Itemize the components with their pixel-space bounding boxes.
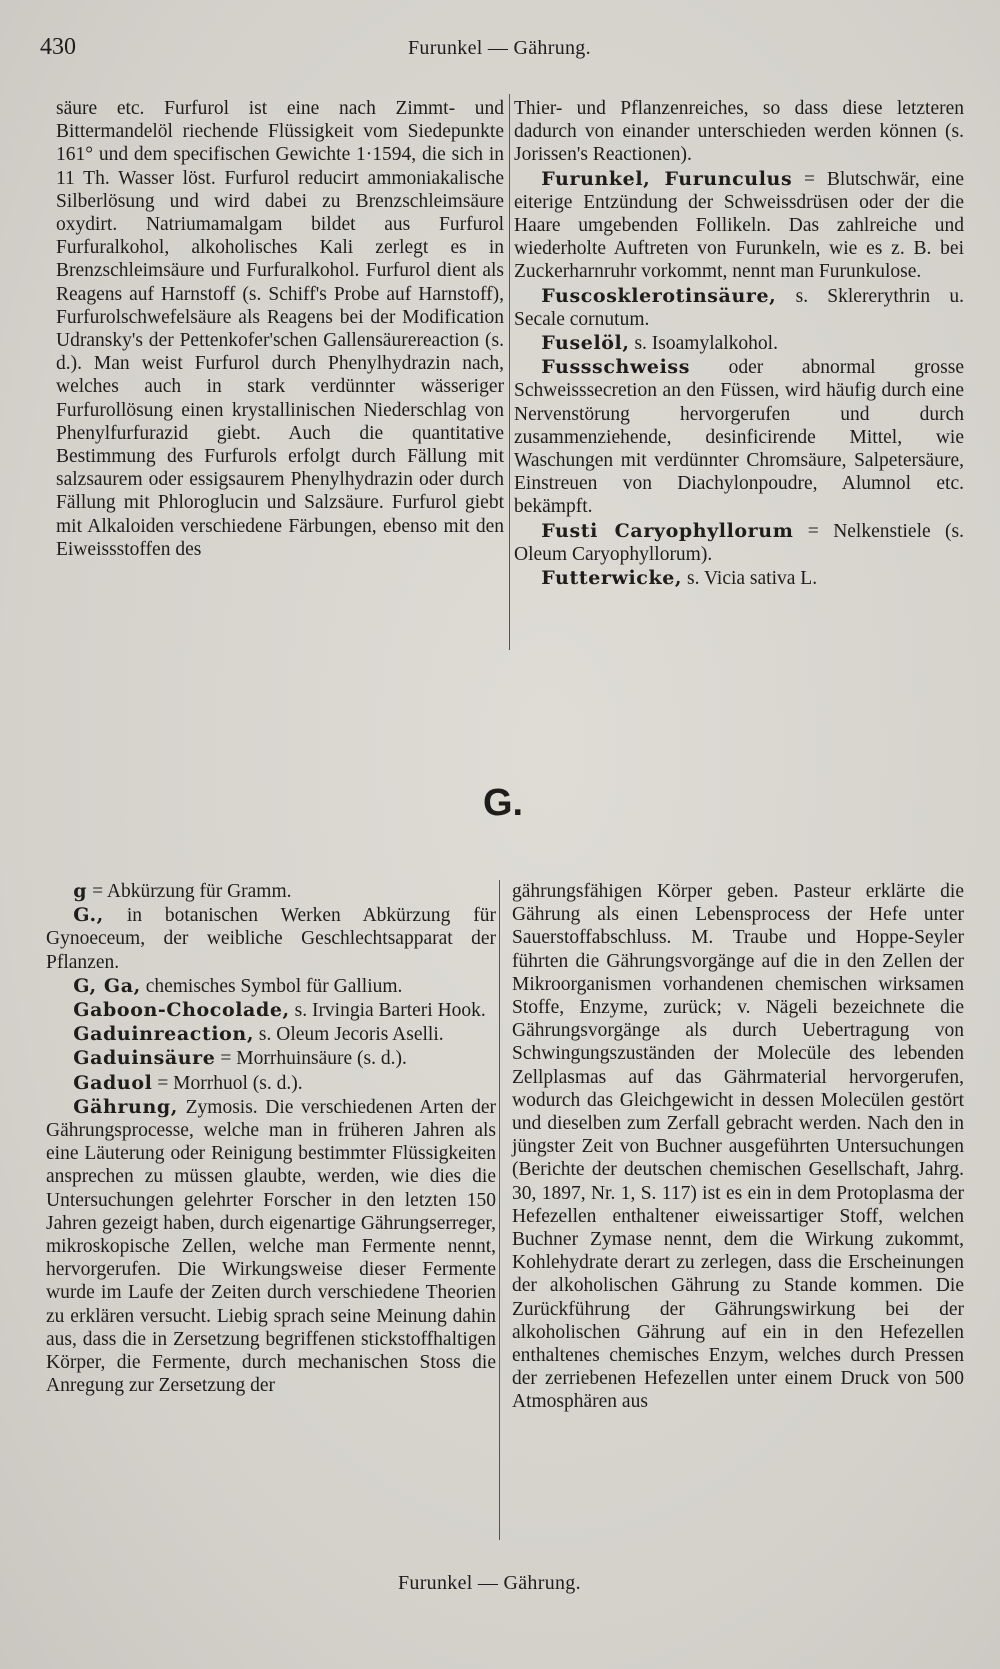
entry-text: = Morrhuol (s. d.). — [152, 1072, 303, 1094]
entry-text: = Blutschwär, eine eiterige Entzündung der Schweissdrüsen oder der die Haare umgebenden Follikeln. Das zahlreiche und wiederholte Auftreten von Furunkeln, wie es z. B. bei Zuckerharnruhr vorkommt, nennt man Furunkulose. — [514, 168, 965, 283]
top-left-column — [56, 97, 504, 561]
headword: Gährung, — [73, 1095, 178, 1118]
bottom-left-column — [46, 880, 496, 1397]
entry-fusti-caryophyllorum — [514, 520, 964, 566]
continuation-paragraph: Thier- und Pflanzenreiches, so dass diese letzteren dadurch von einander unterschieden werden können (s. Jorissen's Reactionen). — [514, 98, 964, 166]
entry-g-abbrev — [46, 904, 496, 974]
headword: Gaduol — [73, 1071, 153, 1094]
headword: Fuselöl, — [541, 332, 630, 355]
column-divider-top — [509, 94, 510, 650]
entry-text: = Morrhuinsäure (s. d.). — [215, 1048, 407, 1070]
entry-gaduol — [46, 1072, 496, 1095]
headword: Fuscosklerotinsäure, — [541, 284, 777, 307]
entry-fuscosklerotinsaeure — [514, 285, 964, 331]
entry-text: s. Sklererythrin u. Secale cornutum. — [514, 285, 964, 330]
bottom-right-column — [512, 880, 964, 1414]
headword: Gaduinsäure — [73, 1047, 216, 1070]
headword: Furunkel, Furunculus — [541, 167, 793, 190]
entry-text: Zymosis. Die verschiedenen Arten der Gährungsprocesse, welche man in früheren Jahren als eine Läuterung oder Reinigung bestimmter Flüssigkeiten ansprechen zu müssen glaubte, werden, wie dies die Untersuchungen gelehrter Forscher in den letzten 150 Jahren gezeigt haben, durch eigenartige Gährungserreger, mikroskopische Zellen, welche man Fermente nennt, hervorgerufen. Die Wirkungsweise dieser Fermente wurde im Laufe der Zeiten durch verschiedene Theorien zu erklären versucht. Liebig sprach seine Meinung dahin aus, dass die in Zersetzung begriffenen stickstoffhaltigen Körper, die Fermente, durch mechanischen Stoss die Anregung zur Zersetzung der — [46, 1096, 496, 1397]
headword: Fussschweiss — [541, 356, 690, 379]
entry-g — [46, 880, 496, 903]
entry-text: s. Isoamylalkohol. — [629, 333, 778, 355]
entry-text: s. Vicia sativa L. — [682, 568, 818, 590]
entry-text: s. Oleum Jecoris Aselli. — [254, 1024, 444, 1046]
page-number: 430 — [40, 34, 76, 60]
column-divider-bottom — [499, 880, 500, 1540]
entry-text: oder abnormal grosse Schweisssecretion an den Füssen, wird häufig durch eine Nervenstörung hervorgerufen und durch zusammenziehende, desinficirende Mittel, wie Waschungen mit verdünnter Chromsäure, Salpetersäure, Einstreuen von Diachylonpoudre, Alumnol etc. bekämpft. — [514, 357, 964, 518]
entry-gaboon-chocolade — [46, 999, 496, 1022]
headword: Fusti Caryophyllorum — [541, 519, 794, 542]
entry-gaehrung — [46, 1096, 496, 1398]
entry-g-ga — [46, 975, 496, 998]
entry-text: s. Irvingia Barteri Hook. — [289, 1000, 486, 1022]
entry-gaduinsaeure — [46, 1047, 496, 1070]
headword: G, Ga, — [73, 974, 141, 997]
headword: Gaduinreaction, — [73, 1023, 255, 1046]
continuation-paragraph: säure etc. Furfurol ist eine nach Zimmt- und Bittermandelöl riechende Flüssigkeit vom Siedepunkte 161° und dem specifischen Gewichte 1·1594, die sich in 11 Th. Wasser löst. Furfurol reducirt ammoniakalische Silberlösung und wird dabei zu Brenzschleimsäure oxydirt. Natriumamalgam bildet aus Furfurol Furfuralkohol, alkoholisches Kali zerlegt es in Brenzschleimsäure und Furfuralkohol. Furfurol dient als Reagens auf Harnstoff (s. Schiff's Probe auf Harnstoff), Furfurolschwefelsäure als Reagens bei der Modification Udransky's der Pettenkofer'schen Gallensäurereaction (s. d.). Man weist Furfurol durch Phenylhydrazin nach, welches auch in stark verdünnter wässeriger Furfurollösung einen krystallinischen Niederschlag von Phenylfurfurazid giebt. Auch die quantitative Bestimmung des Furfurols erfolgt durch Fällung mit salzsaurem oder essigsaurem Phenylhydrazin oder durch Fällung mit Phloroglucin und Salzsäure. Furfurol giebt mit Alkaloiden verschiedene Färbungen, ebenso mit den Eiweissstoffen des — [56, 98, 504, 560]
entry-text: in botanischen Werken Abkürzung für Gynoeceum, der weibliche Geschlechtsapparat der Pflanzen. — [46, 905, 496, 973]
continuation-paragraph: gährungsfähigen Körper geben. Pasteur erklärte die Gährung als einen Lebensprocess der Hefe unter Sauerstoffabschluss. M. Traube und Hoppe-Seyler führten die Gährungsvorgänge auf die in den Zellen der Mikroorganismen vorhandenen chemischen wirksamen Stoffe, Enzyme, zurück; v. Nägeli bezeichnete die Gährungsvorgänge als durch Uebertragung von Schwingungszuständen der Molecüle des lebenden Zellplasmas auf das Gährmaterial hervorgerufen, wodurch das Gleichgewicht in dessen Molecülen gestört und dieselben zum Zerfall gebracht werden. Nach den in jüngster Zeit von Buchner ausgeführten Untersuchungen (Berichte der deutschen chemischen Gesellschaft, Jahrg. 30, 1897, Nr. 1, S. 117) ist es ein in dem Protoplasma der Hefezellen enthaltener eiweissartiger Stoff, welchen Buchner Zymase nennt, dem die Wirkung zukommt, Kohlehydrate derart zu zerlegen, dass die Erscheinungen der alkoholischen Gährung zu Stande kommen. Die Zurückführung der Gährungswirkung bei der alkoholischen Gährung auf ein in den Hefezellen enthaltenes chemisches Enzym, welches durch Pressen der zerriebenen Hefezellen unter einem Druck von 500 Atmosphären aus — [512, 881, 964, 1413]
headword: Gaboon-Chocolade, — [73, 999, 290, 1022]
running-foot: Furunkel — Gährung. — [398, 1572, 581, 1594]
top-right-column — [514, 97, 964, 590]
entry-fussschweiss — [514, 356, 964, 518]
headword: Futterwicke, — [541, 567, 683, 590]
entry-futterwicke — [514, 567, 964, 590]
entry-text: = Abkürzung für Gramm. — [87, 881, 292, 902]
headword: g — [73, 880, 88, 902]
section-letter-heading: G. — [483, 782, 524, 824]
entry-text: = Nelkenstiele (s. Oleum Caryophyllorum). — [514, 520, 964, 565]
entry-furunkel — [514, 168, 964, 284]
headword: G., — [73, 904, 104, 927]
running-head: Furunkel — Gährung. — [408, 37, 591, 59]
entry-gaduinreaction — [46, 1023, 496, 1046]
entry-text: chemisches Symbol für Gallium. — [140, 975, 403, 997]
entry-fuseloel — [514, 332, 964, 355]
